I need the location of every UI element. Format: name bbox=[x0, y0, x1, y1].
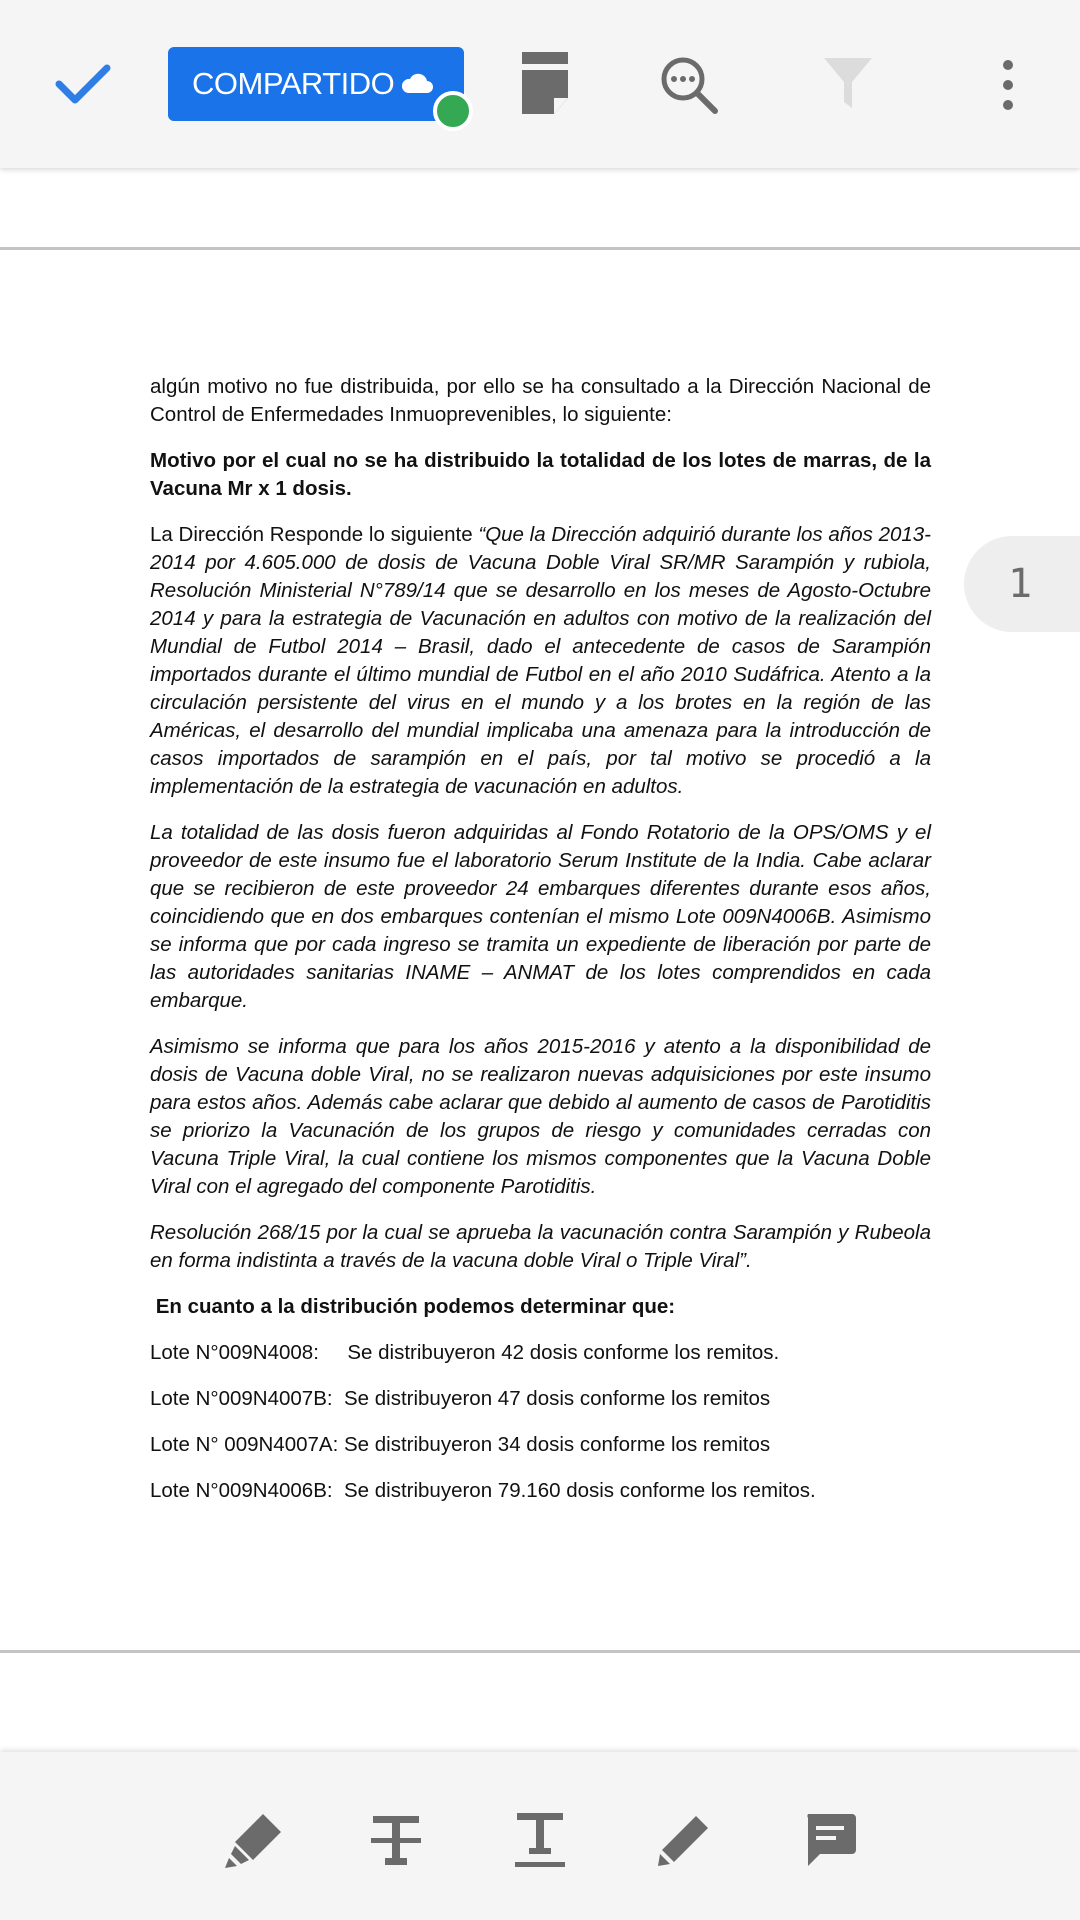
page-layout-button[interactable] bbox=[512, 44, 578, 122]
search-icon bbox=[659, 55, 719, 115]
highlighter-icon bbox=[223, 1810, 285, 1870]
paragraph-availability: Asimismo se informa que para los años 2015-2016 y atento a la disponibilidad de dosis de Vacuna doble Viral, no se realizaron nuevas adquisiciones por este insumo para estos años. Además cabe aclarar que debido al aumento de casos de Parotiditis se priorizo la Vacunación de los grupos de riesgo y comunidades cerradas con Vacuna Triple Viral, la cual contiene los mismos componentes que la Vacuna Doble Viral con el agregado del componente Parotiditis. bbox=[150, 1035, 931, 1198]
comment-button[interactable] bbox=[798, 1808, 862, 1872]
annotation-toolbar bbox=[0, 1752, 1080, 1920]
filter-button[interactable] bbox=[812, 52, 884, 114]
pencil-icon bbox=[656, 1812, 712, 1868]
lote-line: Lote N° 009N4007A: Se distribuyeron 34 dosis conforme los remitos bbox=[150, 1433, 771, 1456]
page-number-indicator[interactable]: 1 bbox=[964, 536, 1080, 632]
cloud-icon bbox=[400, 71, 434, 95]
done-button[interactable] bbox=[44, 48, 122, 120]
paragraph-resolution: Resolución 268/15 por la cual se aprueba la vacunación contra Sarampión y Rubeola en forma indistinta a través de la vacuna doble Viral o Triple Viral”. bbox=[150, 1221, 931, 1272]
top-toolbar bbox=[0, 0, 1080, 168]
paragraph-response bbox=[150, 521, 931, 801]
layout-icon bbox=[520, 50, 570, 116]
comment-icon bbox=[802, 1812, 858, 1868]
strikethrough-icon bbox=[371, 1814, 421, 1866]
document-content bbox=[150, 373, 931, 1523]
response-quote: “Que la Dirección adquirió durante los años 2013-2014 por 4.605.000 de dosis de Vacuna Doble Viral SR/MR Sarampión y rubiola, Resolución Ministerial N°789/14 que se desarrollo en los meses de Agosto-Octubre 2014 y para la estrategia de Vacunación en adultos con motivo de la realización del Mundial de Futbol 2014 – Brasil, dado el antecedente de casos de Sarampión importados durante el último mundial de Futbol en el año 2010 Sudáfrica. Atento a la circulación persistente del virus en el mundo y a los brotes en la región de las Américas, el desarrollo del mundial implicaba una amenaza para la introducción de casos importados de sarampión en el país, por tal motivo se procedió a la implementación de la estrategia de vacunación en adultos. bbox=[150, 523, 932, 798]
highlight-button[interactable] bbox=[222, 1808, 286, 1872]
document-page[interactable] bbox=[0, 253, 1080, 1650]
search-button[interactable] bbox=[656, 52, 722, 118]
response-lead: La Dirección Responde lo siguiente bbox=[150, 523, 479, 546]
draw-button[interactable] bbox=[652, 1808, 716, 1872]
paragraph-distribution-heading: En cuanto a la distribución podemos determinar que: bbox=[150, 1295, 676, 1318]
more-options-button[interactable] bbox=[990, 52, 1026, 118]
underline-text-icon bbox=[515, 1811, 565, 1869]
share-status-button[interactable] bbox=[168, 47, 464, 121]
share-label: COMPARTIDO bbox=[192, 66, 395, 101]
previous-page-edge bbox=[0, 168, 1080, 250]
underline-button[interactable] bbox=[508, 1808, 572, 1872]
more-vert-icon bbox=[1002, 59, 1014, 111]
next-page-edge bbox=[0, 1650, 1080, 1750]
paragraph-question: Motivo por el cual no se ha distribuido la totalidad de los lotes de marras, de la Vacuna Mr x 1 dosis. bbox=[150, 449, 931, 500]
filter-icon bbox=[822, 56, 874, 110]
lote-line: Lote N°009N4008: Se distribuyeron 42 dosis conforme los remitos. bbox=[150, 1341, 780, 1364]
paragraph-procurement: La totalidad de las dosis fueron adquiridas al Fondo Rotatorio de la OPS/OMS y el proveedor de este insumo fue el laboratorio Serum Institute de la India. Cabe aclarar que se recibieron de este proveedor 24 embarques diferentes durante esos años, coincidiendo que en dos embarques contenían el mismo Lote 009N4006B. Asimismo se informa que por cada ingreso se tramita un expediente de liberación por parte de las autoridades sanitarias INAME – ANMAT de los lotes comprendidos en cada embarque. bbox=[150, 821, 931, 1012]
check-icon bbox=[55, 62, 111, 106]
strikethrough-button[interactable] bbox=[364, 1808, 428, 1872]
paragraph-intro: algún motivo no fue distribuida, por ello se ha consultado a la Dirección Nacional de Control de Enfermedades Inmuoprevenibles, lo siguiente: bbox=[150, 375, 931, 426]
lote-line: Lote N°009N4006B: Se distribuyeron 79.160 dosis conforme los remitos. bbox=[150, 1479, 816, 1502]
lote-line: Lote N°009N4007B: Se distribuyeron 47 dosis conforme los remitos bbox=[150, 1387, 771, 1410]
sync-status-dot bbox=[433, 91, 473, 131]
